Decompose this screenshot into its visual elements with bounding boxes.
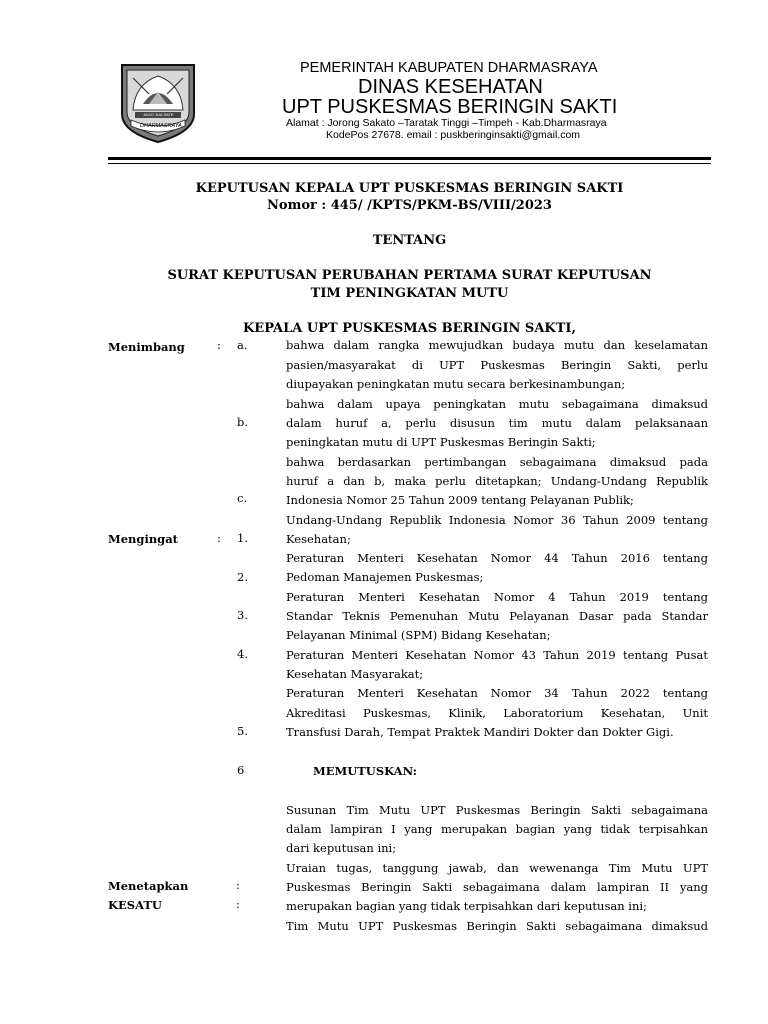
- item-marker-3: 3.: [237, 608, 248, 622]
- logo-text: DHARMASRAYA: [140, 123, 182, 129]
- kop-unit: UPT PUSKESMAS BERINGIN SAKTI: [282, 96, 618, 118]
- item-marker-b: b.: [237, 415, 249, 429]
- item-marker-4: 4.: [237, 647, 248, 661]
- decree-subject-line1: SURAT KEPUTUSAN PERUBAHAN PERTAMA SURAT KEPUTUSAN: [167, 268, 652, 283]
- decree-subject-line2: TIM PENINGKATAN MUTU: [310, 286, 509, 301]
- body-line: dalam lampiran I yang merupakan bagian yang tidak terpisahkan: [286, 822, 708, 836]
- item-marker-2: 2.: [237, 570, 248, 584]
- dharmasraya-logo: [119, 62, 197, 144]
- body-line: Peraturan Menteri Kesehatan Nomor 34 Tahun 2022 tentang: [286, 686, 708, 700]
- body-line: Standar Teknis Pemenuhan Mutu Pelayanan Dasar pada Standar: [286, 609, 708, 623]
- body-line: Undang-Undang Republik Indonesia Nomor 36 Tahun 2009 tentang: [286, 513, 708, 527]
- item-marker-6: 6: [237, 763, 245, 777]
- body-line: Susunan Tim Mutu UPT Puskesmas Beringin Sakti sebagaimana: [286, 803, 708, 817]
- colon-menimbang: :: [217, 338, 221, 352]
- logo-motto: JAGO JUA SATE: [143, 112, 174, 117]
- decree-head: KEPALA UPT PUSKESMAS BERINGIN SAKTI,: [243, 321, 576, 336]
- item-marker-1: 1.: [237, 531, 248, 545]
- body-line: Kesehatan;: [286, 532, 351, 546]
- body-line: Peraturan Menteri Kesehatan Nomor 43 Tahun 2019 tentang Pusat: [286, 648, 708, 662]
- letterhead-divider-thick: [108, 157, 711, 160]
- body-line: diupayakan peningkatan mutu secara berkesinambungan;: [286, 377, 626, 391]
- decree-about: TENTANG: [372, 233, 447, 248]
- body-line: bahwa berdasarkan pertimbangan sebagaimana dimaksud pada: [286, 455, 708, 469]
- label-mengingat: Mengingat: [108, 532, 178, 546]
- colon-mengingat: :: [217, 531, 221, 545]
- label-menimbang: Menimbang: [108, 340, 185, 354]
- body-line: Kesehatan Masyarakat;: [286, 667, 424, 681]
- body-line: Pedoman Manajemen Puskesmas;: [286, 570, 484, 584]
- colon-menetapkan: :: [236, 878, 240, 892]
- body-line: Indonesia Nomor 25 Tahun 2009 tentang Pelayanan Publik;: [286, 493, 634, 507]
- decree-title: KEPUTUSAN KEPALA UPT PUSKESMAS BERINGIN SAKTI: [195, 181, 624, 196]
- item-marker-c: c.: [237, 491, 248, 505]
- body-line: merupakan bagian yang tidak terpisahkan dari keputusan ini;: [286, 899, 647, 913]
- body-line: huruf a dan b, maka perlu ditetapkan; Undang-Undang Republik: [286, 474, 708, 488]
- label-menetapkan: Menetapkan: [108, 879, 189, 893]
- body-line: Puskesmas Beringin Sakti sebagaimana dalam lampiran II yang: [286, 880, 708, 894]
- kop-agency: DINAS KESEHATAN: [358, 76, 543, 98]
- body-line: bahwa dalam upaya peningkatan mutu sebagaimana dimaksud: [286, 397, 708, 411]
- item-marker-a: a.: [237, 338, 248, 352]
- body-line: Transfusi Darah, Tempat Praktek Mandiri Dokter dan Dokter Gigi.: [286, 725, 674, 739]
- body-line: Akreditasi Puskesmas, Klinik, Laboratorium Kesehatan, Unit: [286, 706, 708, 720]
- body-line: bahwa dalam rangka mewujudkan budaya mutu dan keselamatan: [286, 338, 708, 352]
- letterhead-divider-thin: [108, 163, 711, 164]
- body-line: Pelayanan Minimal (SPM) Bidang Kesehatan;: [286, 628, 551, 642]
- kop-postal-email: KodePos 27678. email : puskberinginsakti@gmail.com: [326, 129, 581, 141]
- kop-government: PEMERINTAH KABUPATEN DHARMASRAYA: [300, 60, 598, 76]
- decree-number: Nomor : 445/ /KPTS/PKM-BS/VIII/2023: [267, 198, 552, 213]
- body-line: peningkatan mutu di UPT Puskesmas Beringin Sakti;: [286, 435, 596, 449]
- body-line: Tim Mutu UPT Puskesmas Beringin Sakti sebagaimana dimaksud: [286, 919, 708, 933]
- body-line: dari keputusan ini;: [286, 841, 397, 855]
- body-line: dalam huruf a, perlu disusun tim mutu dalam pelaksanaan: [286, 416, 708, 430]
- item-marker-5: 5.: [237, 724, 248, 738]
- label-kesatu: KESATU: [108, 898, 162, 912]
- body-line: Peraturan Menteri Kesehatan Nomor 4 Tahun 2019 tentang: [286, 590, 708, 604]
- body-line: Uraian tugas, tanggung jawab, dan wewenanga Tim Mutu UPT: [286, 861, 708, 875]
- memutuskan-heading: MEMUTUSKAN:: [313, 764, 417, 778]
- kop-address: Alamat : Jorong Sakato –Taratak Tinggi –Timpeh - Kab.Dharmasraya: [286, 117, 607, 129]
- body-line: pasien/masyarakat di UPT Puskesmas Beringin Sakti, perlu: [286, 358, 708, 372]
- body-line: Peraturan Menteri Kesehatan Nomor 44 Tahun 2016 tentang: [286, 551, 708, 565]
- colon-kesatu: :: [236, 897, 240, 911]
